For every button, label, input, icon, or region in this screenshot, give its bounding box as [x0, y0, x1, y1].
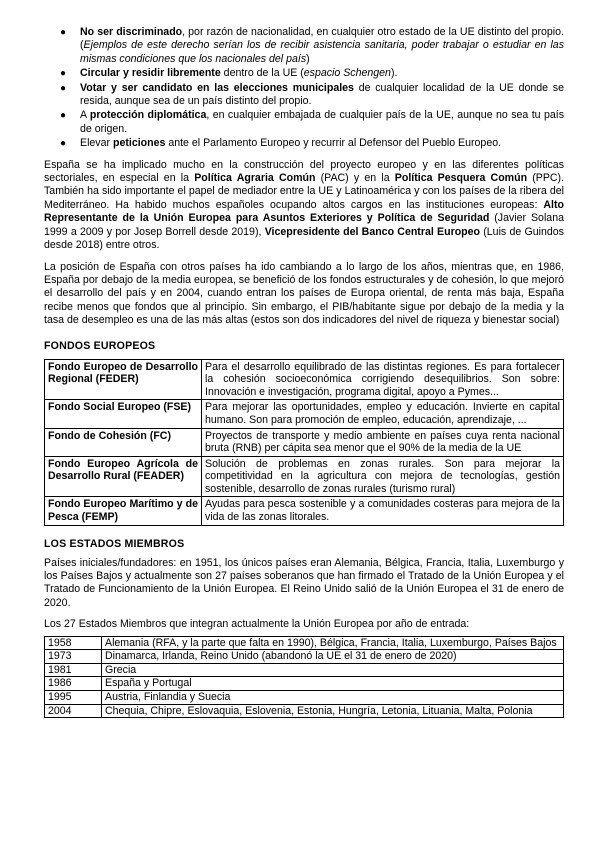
bullet-icon: ● [60, 110, 67, 122]
table-row: Fondo de Cohesión (FC) Proyectos de transporte y medio ambiente en países cuya renta nacional bruta (RNB) per cápita sea menor que el 90% de la media de la UE [45, 428, 564, 456]
list-item: ● Elevar peticiones ante el Parlamento Europeo y recurrir al Defensor del Pueblo Europeo. [60, 137, 502, 150]
table-row: 1958 Alemania (RFA, y la parte que falta en 1990), Bélgica, Francia, Italia, Luxemburgo, Países Bajos [45, 636, 564, 650]
spain-paragraph: España se ha implicado mucho en la construcción del proyecto europeo y en las diferentes políticas sectoriales, en especial en la Política Agraria Común (PAC) y en la Política Pesquera Común (PPC). También ha sido importante el papel de mediador entre la UE y Latinoamérica y con los países de la ribera del Mediterráneo. Ha habido muchos españoles ocupando altos cargos en las instituciones europeas: Alto Representante de la Unión Europea para Asuntos Exteriores y Política de Seguridad (Javier Solana 1999 a 2009 y por Josep Borrell desde 2019), Vicepresidente del Banco Central Europeo (Luis de Guindos desde 2018) entre otros. [44, 158, 565, 252]
table-row: Fondo Europeo de Desarrollo Regional (FEDER) Para el desarrollo equilibrado de las distintas regiones. Es para fortalecer la cohesión socioeconómica corrigiendo desequilibrios. Son sobre: Innovación e investigación, programa digital, apoyo a Pymes... [45, 359, 564, 400]
funds-table [44, 359, 564, 526]
table-row: Fondo Europeo Agrícola de Desarrollo Rural (FEADER) Solución de problemas en zonas rurales. Son para mejorar la competitividad en la agricultura con mejora de tecnologías, gestión sostenible, desarrollo de zonas rurales (turismo rural) [45, 456, 564, 497]
bullet-icon: ● [60, 27, 67, 38]
bullet-icon: ● [60, 138, 67, 150]
states-heading: LOS ESTADOS MIEMBROS [44, 537, 185, 550]
states-table [44, 636, 564, 719]
bullet-icon: ● [60, 68, 67, 80]
table-row: Fondo Europeo Marítimo y de Pesca (FEMP) Ayudas para pesca sostenible y a comunidades costeras para mejora de la vida de las zonas litorales. [45, 497, 564, 525]
table-row: Fondo Social Europeo (FSE) Para mejorar las oportunidades, empleo y educación. Invierte en capital humano. Son para promoción de empleo, educación, aprendizaje, ... [45, 400, 564, 428]
list-item: ● A protección diplomática, en cualquier embajada de cualquier país de la UE, aunque no sea tu país de origen. [60, 109, 564, 135]
table-row: 1995 Austria, Finlandia y Suecia [45, 691, 564, 705]
list-item: ● Circular y residir libremente dentro de la UE (espacio Schengen). [60, 67, 398, 80]
table-row: 2004 Chequia, Chipre, Eslovaquia, Eslovenia, Estonia, Hungría, Letonia, Lituania, Malta, Polonia [45, 704, 564, 718]
table-row: 1981 Grecia [45, 663, 564, 677]
list-item: ● No ser discriminado, por razón de nacionalidad, en cualquier otro estado de la UE distinto del propio. (Ejemplos de este derecho serían los de recibir asistencia sanitaria, poder trabajar o estudiar en las mismas condiciones que los nacionales del país) [60, 26, 564, 65]
table-row: 1986 España y Portugal [45, 677, 564, 691]
rights-list [44, 26, 564, 151]
bullet-icon: ● [60, 82, 67, 94]
funds-heading: FONDOS EUROPEOS [44, 339, 156, 352]
list-item: ● Votar y ser candidato en las elecciones municipales de cualquier localidad de la UE donde se resida, aunque sea de un país distinto del propio. [60, 81, 564, 108]
members-intro: Los 27 Estados Miembros que integran actualmente la Unión Europea por año de entrada: [44, 618, 470, 631]
table-row: 1973 Dinamarca, Irlanda, Reino Unido (abandonó la UE el 31 de enero de 2020) [45, 650, 564, 664]
founders-paragraph: Países iniciales/fundadores: en 1951, los únicos países eran Alemania, Bélgica, Francia, Italia, Luxemburgo y los Países Bajos y actualmente son 27 países soberanos que han firmado el Tratado de la Unión Europea y el Tratado de Funcionamiento de la Unión Europea. El Reino Unido salió de la Unión Europea el 31 de enero de 2020. [44, 556, 564, 609]
document-page [44, 26, 564, 718]
position-paragraph: La posición de España con otros países ha ido cambiando a lo largo de los años, mientras que, en 1986, España por debajo de la media europea, se benefició de los fondos estructurales y de cohesión, lo que mejoró el desarrollo del país y en 2004, cuando entran los países de Europa oriental, de renta más baja, España recibe menos que fondos que al principio. Sin embargo, el PIB/habitante sigue por debajo de la media y la tasa de desempleo es una de las más altas (estos son dos indicadores del nivel de riqueza y bienestar social) [44, 260, 564, 327]
